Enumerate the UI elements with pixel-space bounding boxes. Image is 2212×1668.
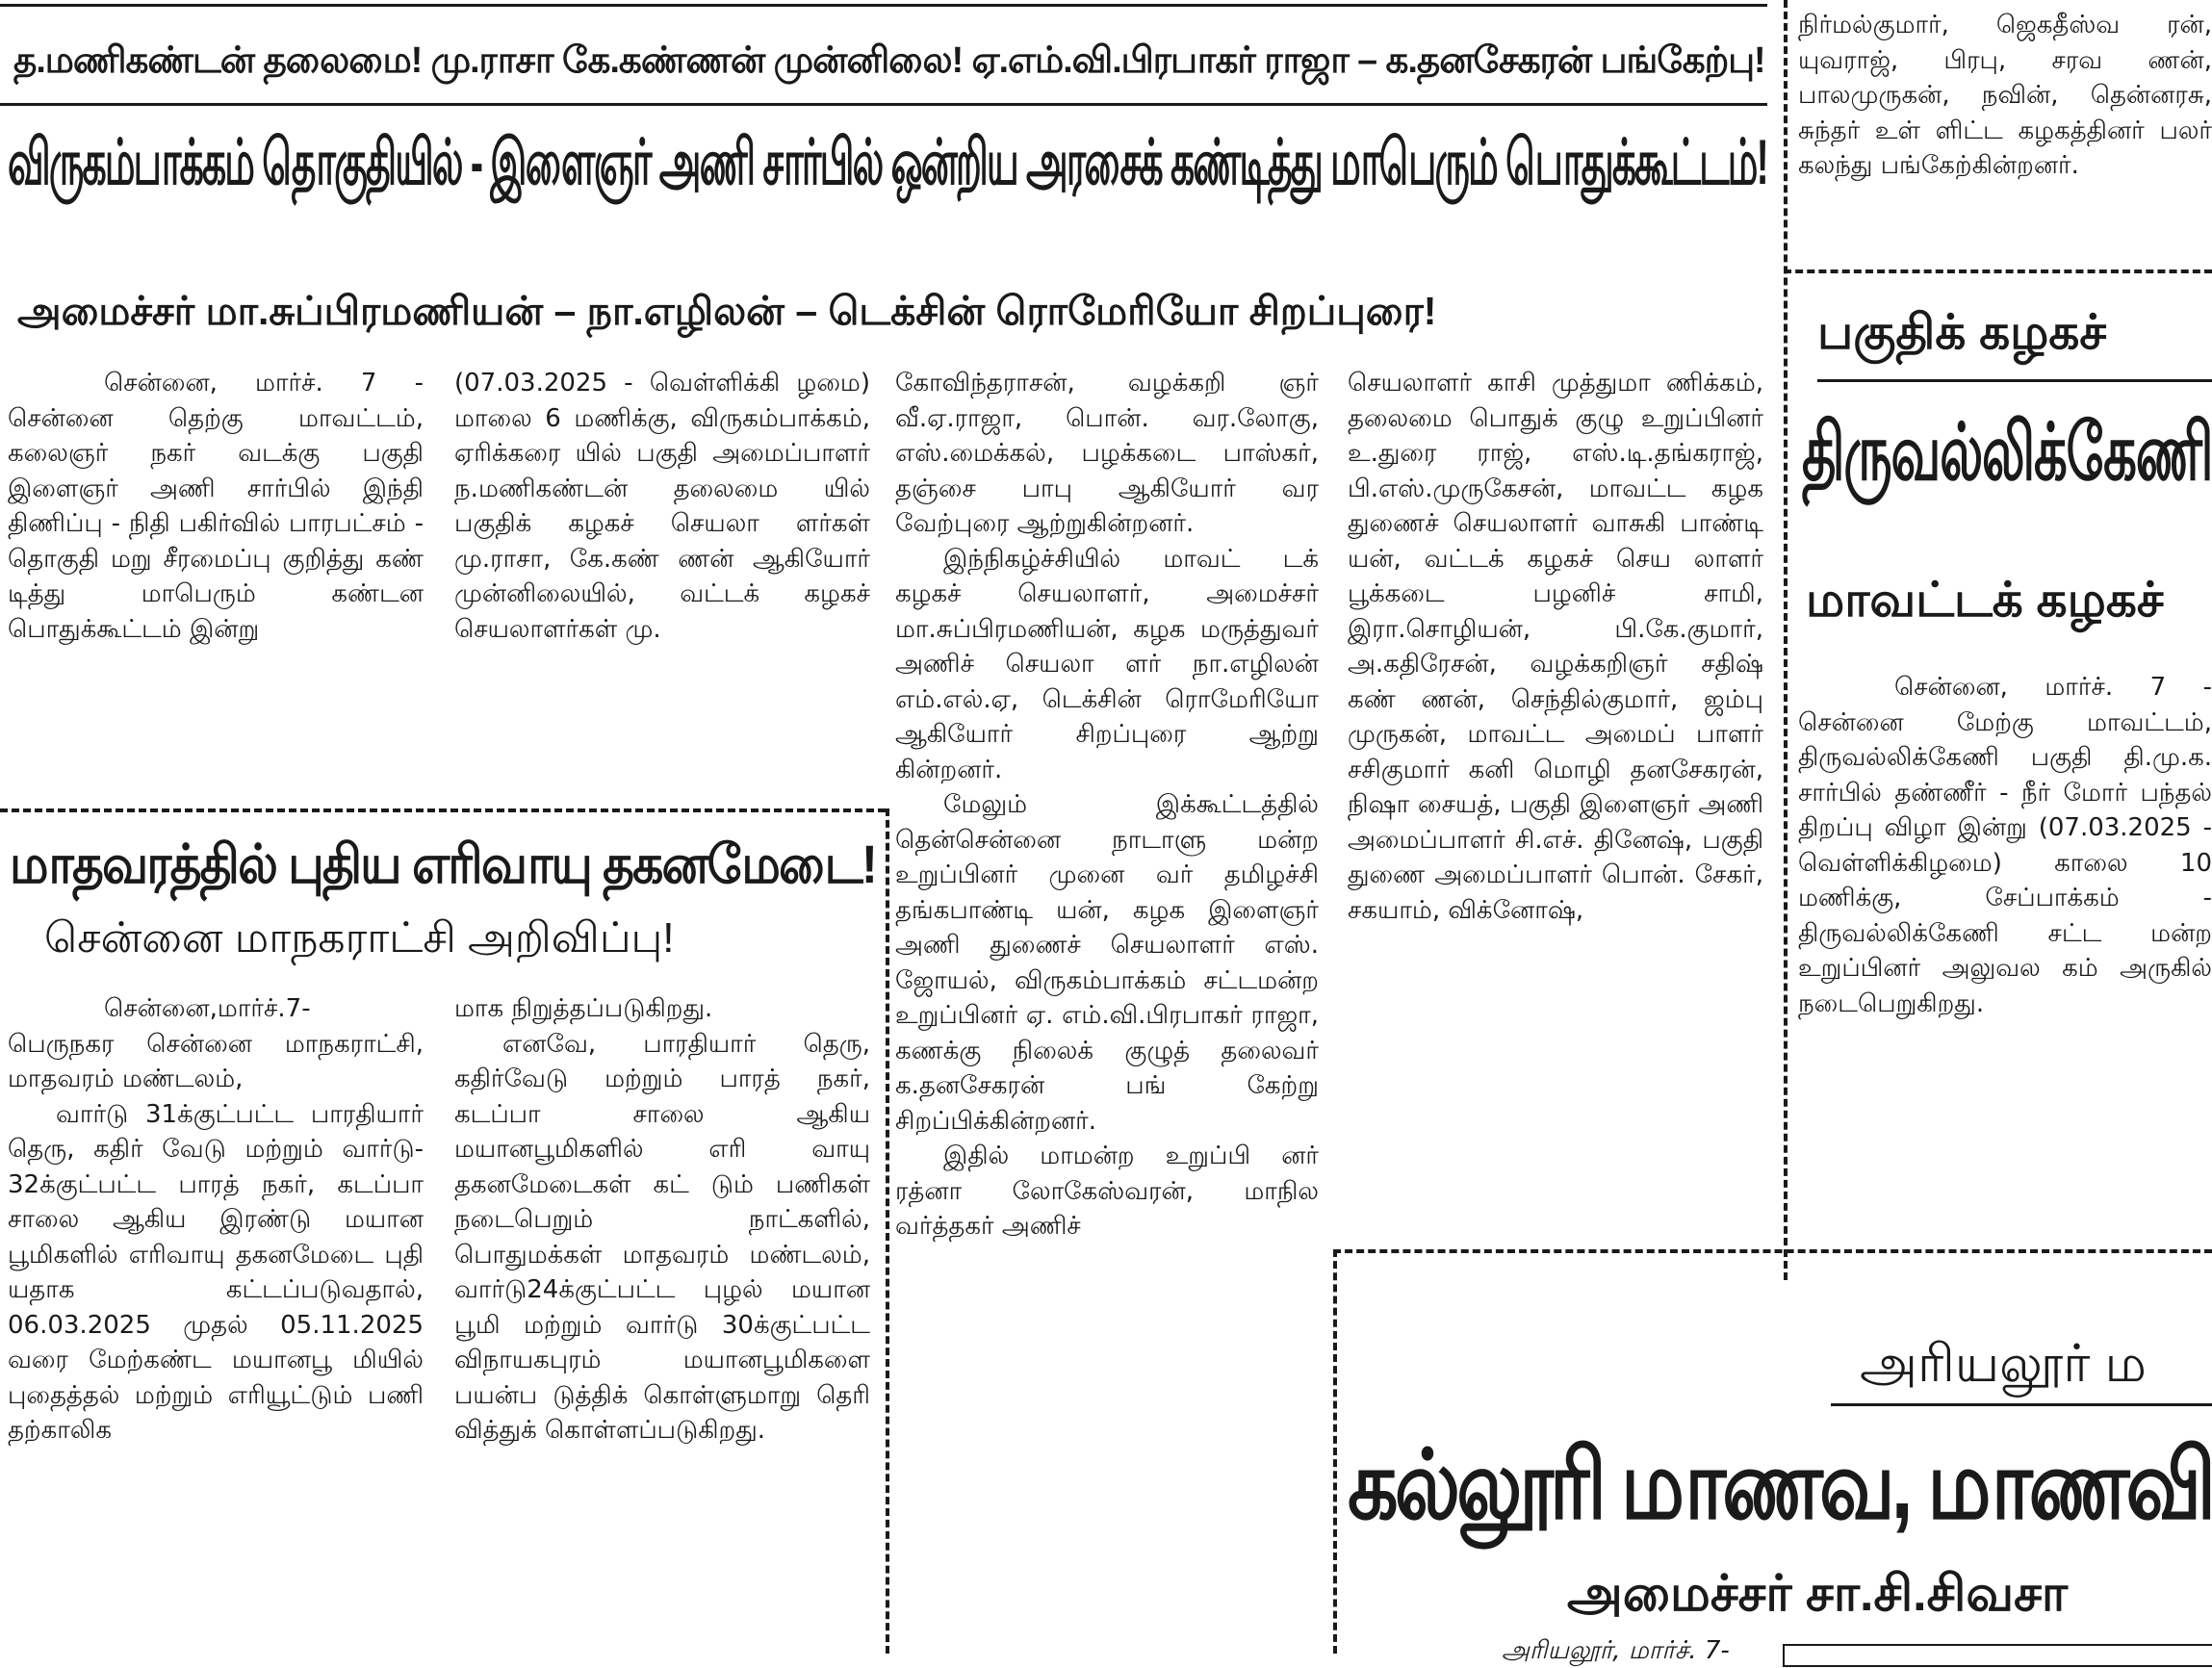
main-story-paragraph: (07.03.2025 - வெள்ளிக்கி ழமை) மாலை 6 மணிக்கு, விருகம்பாக்கம், ஏரிக்கரை யில் பகுதி அமைப்பாளர் ந.மணிகண்டன் தலைமை யில் பகுதிக் கழகச் செயலா ளர்கள் மு.ராசா, கே.கண் ணன் ஆகியோர் முன்னிலையில், வட்டக் கழகச் செயலாளர்கள் மு. bbox=[454, 369, 870, 644]
story4-kicker: அரியலூர் ம bbox=[1860, 1335, 2147, 1393]
story2-paragraph: சென்னை,மார்ச்.7- பெருநகர சென்னை மாநகராட்சி, மாதவரம் மண்டலம், bbox=[8, 994, 424, 1093]
story4-dateline: அரியலூர், மார்ச். 7- bbox=[1502, 1636, 1730, 1665]
main-story-paragraph: சென்னை, மார்ச். 7 - சென்னை தெற்கு மாவட்டம், கலைஞர் நகர் வடக்கு பகுதி இளைஞர் அணி சார்பில் இந்தி திணிப்பு - நிதி பகிர்வில் பாரபட்சம் - தொகுதி மறு சீரமைப்பு குறித்து கண் டித்து மாபெரும் கண்டன பொதுக்கூட்டம் இன்று bbox=[8, 369, 424, 644]
story2-subheadline: சென்னை மாநகராட்சி அறிவிப்பு! bbox=[44, 914, 675, 962]
main-story-column-1 bbox=[8, 366, 424, 647]
main-story-column-3 bbox=[895, 366, 1319, 1245]
main-story-paragraph: இதில் மாமன்ற உறுப்பி னர் ரத்னா லோகேஸ்வரன், மாநில வர்த்தகர் அணிச் bbox=[895, 1142, 1319, 1241]
main-story-column-4 bbox=[1348, 366, 1763, 928]
story2-column-2 bbox=[454, 991, 870, 1449]
story4-box bbox=[1783, 1644, 2212, 1667]
story3-body bbox=[1798, 670, 2212, 1021]
story3-subheadline: மாவட்டக் கழகச் bbox=[1806, 573, 2164, 627]
story3-headline: திருவல்லிக்கேணி bbox=[1802, 409, 2212, 497]
story2-paragraph: வார்டு 31க்குட்பட்ட பாரதியார் தெரு, கதிர் வேடு மற்றும் வார்டு- 32க்குட்பட்ட பாரத் நகர், கடப்பா சாலை ஆகிய இரண்டு மயான பூமிகளில் எரிவாயு தகனமேடை புதி யதாக கட்டப்படுவதால், 06.03.2025 முதல் 05.11.2025 வரை மேற்கண்ட மயானபூ மியில் புதைத்தல் மற்றும் எரியூட்டும் பணி தற்காலிக bbox=[8, 1099, 424, 1445]
right-column-continuation bbox=[1798, 8, 2212, 184]
story4-headline: கல்லூரி மாணவ, மாணவி bbox=[1348, 1431, 2212, 1539]
main-story-paragraph: செயலாளர் காசி முத்துமா ணிக்கம், தலைமை பொதுக் குழு உறுப்பினர் உ.துரை ராஜ், எஸ்.டி.தங்கராஜ், பி.எஸ்.முருகேசன், மாவட்ட கழக துணைச் செயலாளர் வாசுகி பாண்டி யன், வட்டக் கழகச் செய லாளர் பூக்கடை பழனிச் சாமி, இரா.சொழியன், பி.கே.குமார், அ.கதிரேசன், வழக்கறிஞர் சதிஷ் கண் ணன், செந்தில்குமார், ஜம்பு முருகன், மாவட்ட அமைப் பாளர் சசிகுமார் கனி மொழி தனசேகரன், நிஷா சையத், பகுதி இளைஞர் அணி அமைப்பாளர் சி.எச். தினேஷ், பகுதி துணை அமைப்பாளர் பொன். சேகர், சகயாம், விக்னோஷ், bbox=[1348, 369, 1763, 925]
right-column-paragraph: நிர்மல்குமார், ஜெகதீஸ்வ ரன், யுவராஜ், பிரபு, சரவ ணன், பாலமுருகன், நவின், தென்னரசு, சுந்தர் உள் ளிட்ட கழகத்தினர் பலர் கலந்து பங்கேற்கின்றனர். bbox=[1798, 11, 2212, 180]
main-story-paragraph: மேலும் இக்கூட்டத்தில் தென்சென்னை நாடாளு மன்ற உறுப்பினர் முனை வர் தமிழச்சி தங்கபாண்டி யன், கழக இளைஞர் அணி துணைச் செயலாளர் எஸ். ஜோயல், விருகம்பாக்கம் சட்டமன்ற உறுப்பினர் ஏ. எம்.வி.பிரபாகர் ராஜா, கணக்கு நிலைக் குழுத் தலைவர் க.தனசேகரன் பங் கேற்று சிறப்பிக்கின்றனர். bbox=[895, 790, 1319, 1136]
main-story-column-2 bbox=[454, 366, 870, 647]
story2-paragraph: மாக நிறுத்தப்படுகிறது. bbox=[454, 994, 713, 1023]
section-rule bbox=[1333, 1249, 2212, 1253]
column-rule bbox=[886, 808, 889, 1654]
story3-kicker: பகுதிக் கழகச் bbox=[1817, 305, 2107, 359]
story2-headline: மாதவரத்தில் புதிய எரிவாயு தகனமேடை! bbox=[10, 834, 876, 894]
column-rule bbox=[1784, 0, 1788, 1280]
main-headline: விருகம்பாக்கம் தொகுதியில் - இளைஞர் அணி சார்பில் ஒன்றிய அரசைக் கண்டித்து மாபெரும் பொதுக்கூட்டம்! bbox=[8, 126, 1767, 197]
main-story-paragraph: இந்நிகழ்ச்சியில் மாவட் டக் கழகச் செயலாளர், அமைச்சர் மா.சுப்பிரமணியன், கழக மருத்துவர் அணிச் செயலா ளர் நா.எழிலன் எம்.எல்.ஏ, டெக்சின் ரொமேரியோ ஆகியோர் சிறப்புரை ஆற்று கின்றனர். bbox=[895, 544, 1319, 784]
main-subheadline: அமைச்சர் மா.சுப்பிரமணியன் – நா.எழிலன் – டெக்சின் ரொமேரியோ சிறப்புரை! bbox=[17, 289, 1437, 333]
column-rule bbox=[1333, 1249, 1337, 1654]
main-story-paragraph: கோவிந்தராசன், வழக்கறி ஞர் வீ.ஏ.ராஜா, பொன். வர.லோகு, எஸ்.மைக்கல், பழக்கடை பாஸ்கர், தஞ்சை பாபு ஆகியோர் வர வேற்புரை ஆற்றுகின்றனர். bbox=[895, 369, 1319, 538]
strap-headline: த.மணிகண்டன் தலைமை! மு.ராசா கே.கண்ணன் முன்னிலை! ஏ.எம்.வி.பிரபாகர் ராஜா – க.தனசேகரன் பங்கேற்பு! bbox=[13, 40, 1765, 81]
story2-paragraph: எனவே, பாரதியார் தெரு, கதிர்வேடு மற்றும் பாரத் நகர், கடப்பா சாலை ஆகிய மயானபூமிகளில் எரி வாயு தகனமேடைகள் கட் டும் பணிகள் நடைபெறும் நாட்களில், பொதுமக்கள் மாதவரம் மண்டலம், வார்டு24க்குட்பட்ட புழல் மயான பூமி மற்றும் வார்டு 30க்குட்பட்ட விநாயகபுரம் மயானபூமிகளை பயன்ப டுத்திக் கொள்ளுமாறு தெரி வித்துக் கொள்ளப்படுகிறது. bbox=[454, 1029, 870, 1445]
section-rule bbox=[0, 808, 886, 812]
story4-subheadline: அமைச்சர் சா.சி.சிவசா bbox=[1567, 1566, 2069, 1622]
story3-paragraph: சென்னை, மார்ச். 7 - சென்னை மேற்கு மாவட்டம், திருவல்லிக்கேணி பகுதி தி.மு.க. சார்பில் தண்ணீர் - நீர் மோர் பந்தல் திறப்பு விழா இன்று (07.03.2025 - வெள்ளிக்கிழமை) காலை 10 மணிக்கு, சேப்பாக்கம் - திருவல்லிக்கேணி சட்ட மன்ற உறுப்பினர் அலுவல கம் அருகில் நடைபெறுகிறது. bbox=[1798, 673, 2212, 1018]
story2-column-1 bbox=[8, 991, 424, 1449]
section-rule bbox=[1784, 269, 2212, 273]
